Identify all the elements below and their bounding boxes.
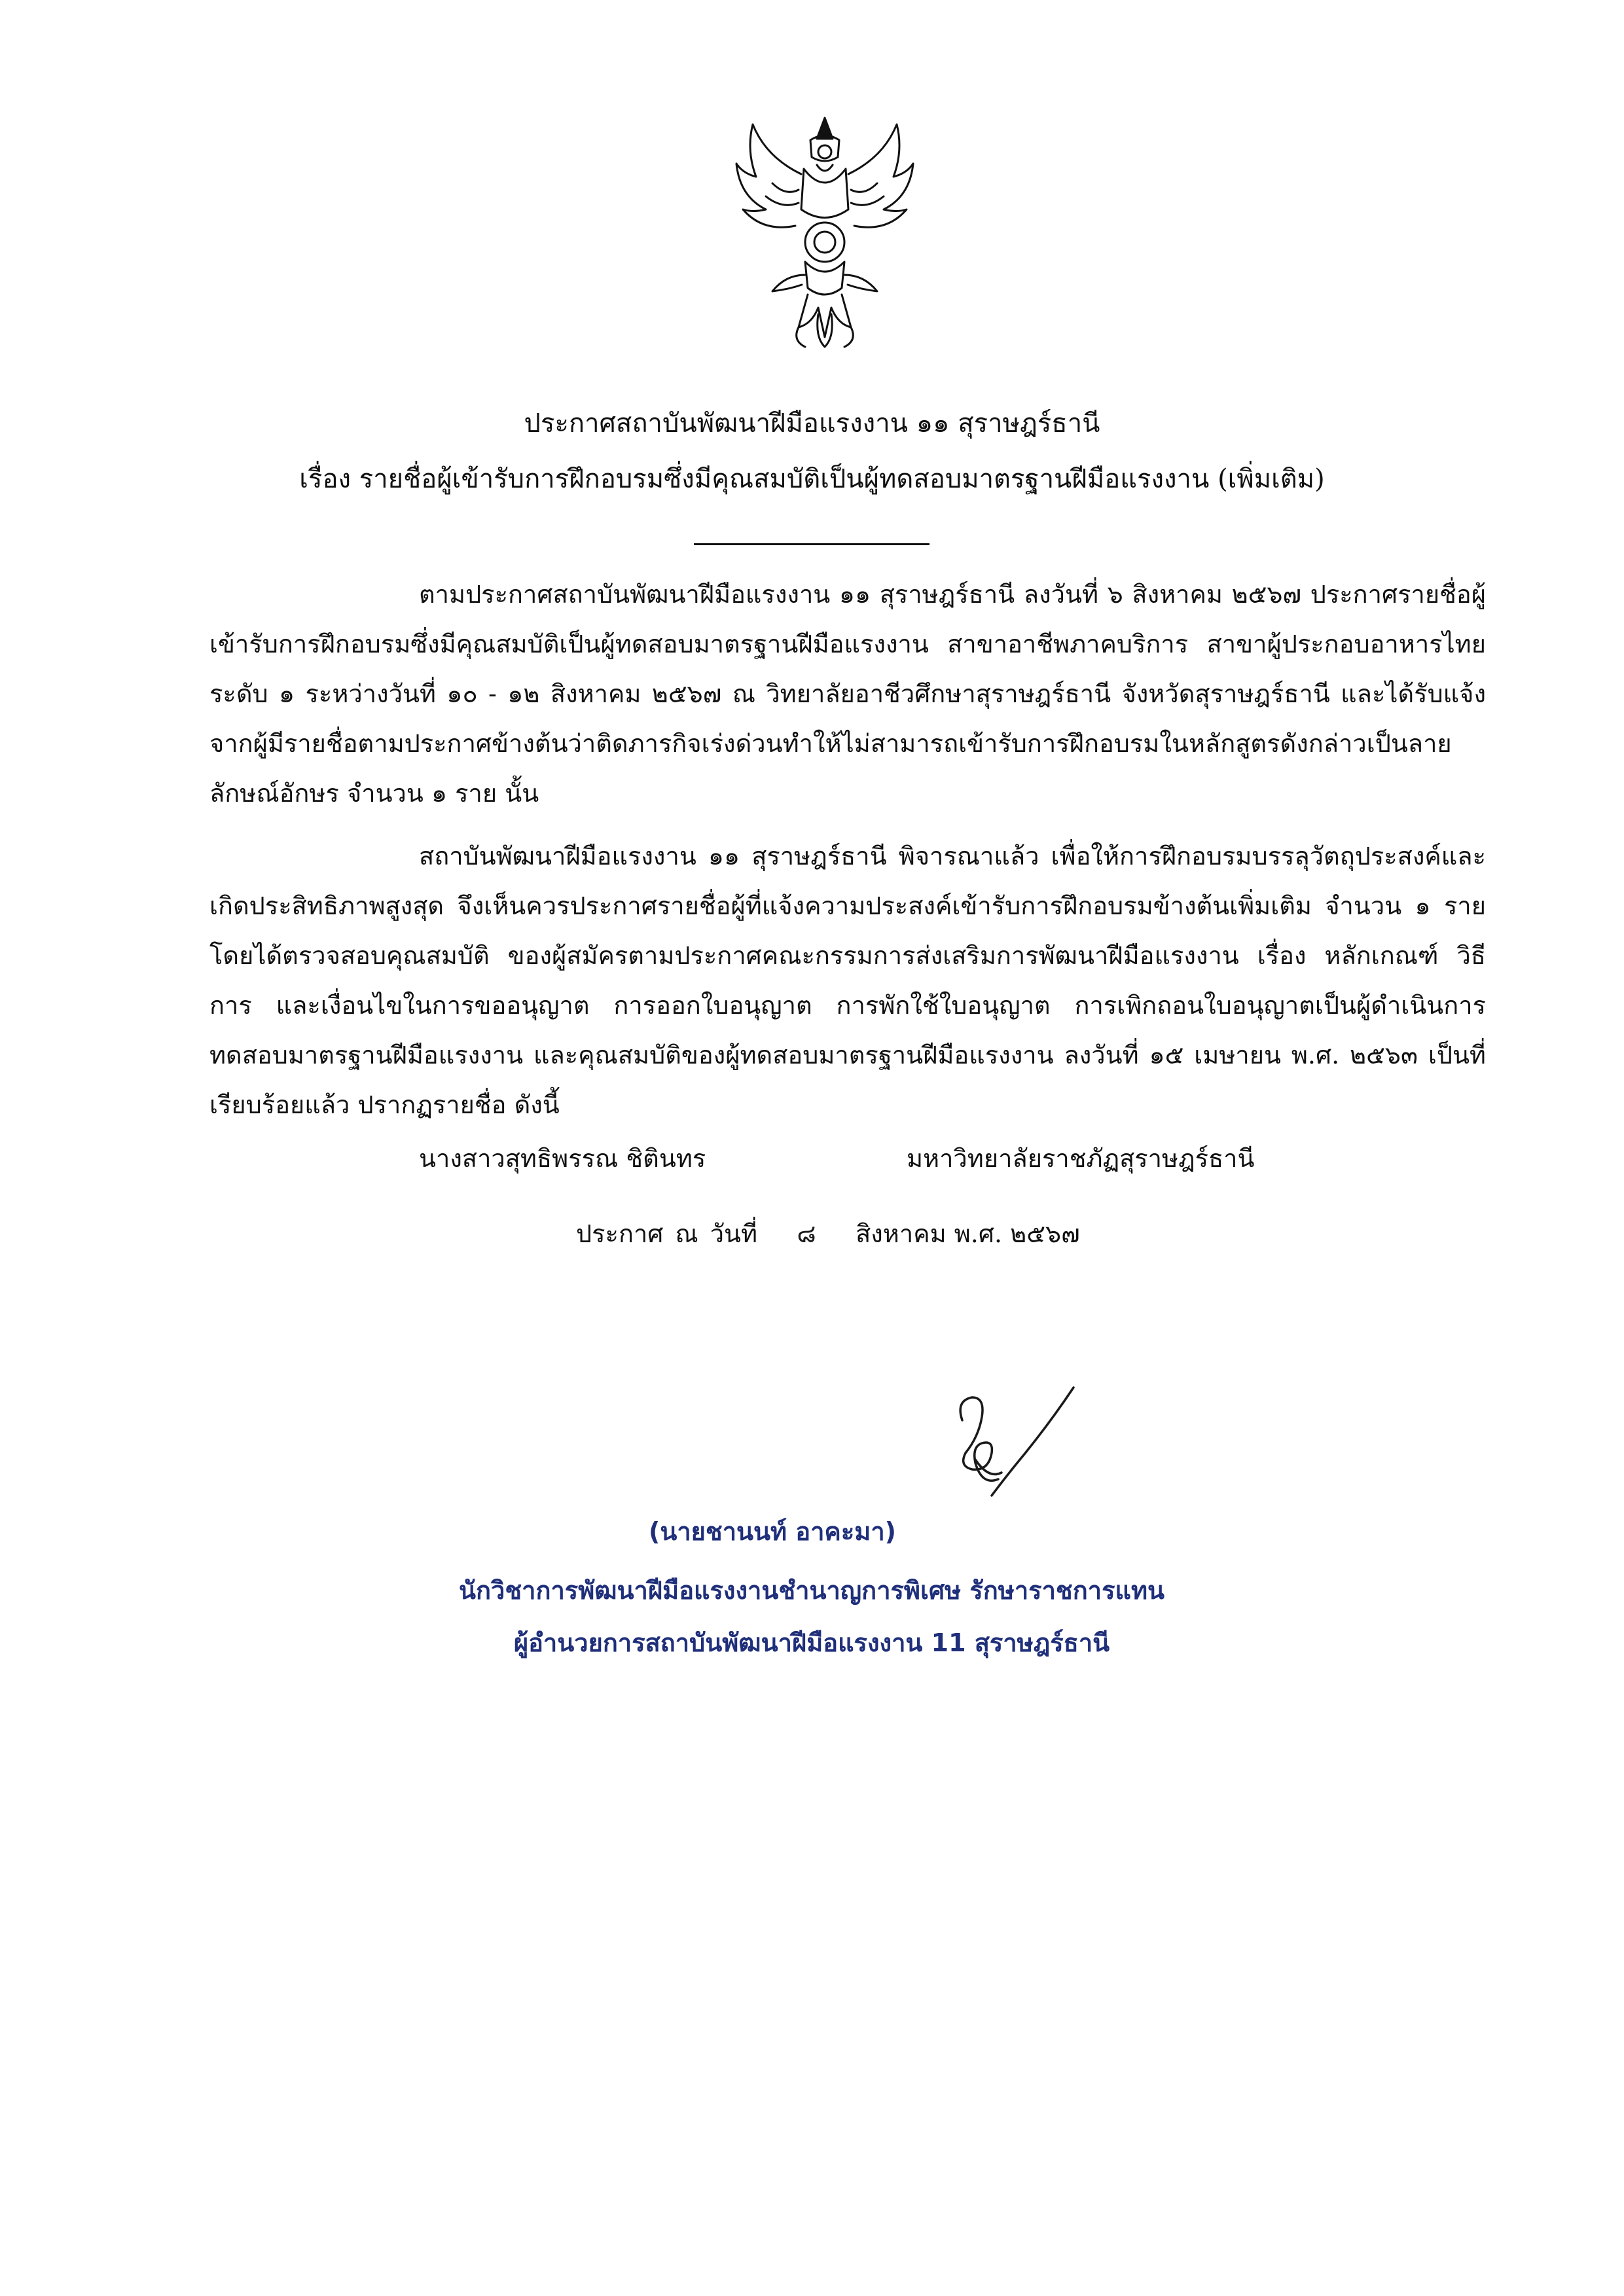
signatory-title: ผู้อำนวยการสถาบันพัฒนาฝีมือแรงงาน 11 สุราษฎร์ธานี — [513, 1628, 1110, 1657]
date-month-year: สิงหาคม พ.ศ. ๒๕๖๗ — [856, 1219, 1080, 1248]
date-at: ณ — [675, 1219, 698, 1248]
date-day: ๘ — [797, 1219, 816, 1248]
date-day-label: วันที่ — [710, 1219, 758, 1248]
listed-person-name: นางสาวสุทธิพรรณ ชิตินทร — [419, 1144, 706, 1173]
signatory-name: (นายชานนท์ อาคะมา) — [648, 1517, 897, 1546]
announcement-date — [576, 1214, 1080, 1253]
announcement-title: ประกาศสถาบันพัฒนาฝีมือแรงงาน ๑๑ สุราษฎร์ธานี — [524, 408, 1100, 439]
announcement-subject: เรื่อง รายชื่อผู้เข้ารับการฝึกอบรมซึ่งมีคุณสมบัติเป็นผู้ทดสอบมาตรฐานฝีมือแรงงาน (เพิ่มเติม) — [299, 464, 1325, 494]
listed-person-organization: มหาวิทยาลัยราชภัฏสุราษฎร์ธานี — [907, 1144, 1255, 1173]
date-prefix: ประกาศ — [576, 1219, 664, 1248]
body-paragraph-2: สถาบันพัฒนาฝีมือแรงงาน ๑๑ สุราษฎร์ธานี พิจารณาแล้ว เพื่อให้การฝึกอบรมบรรลุวัตถุประสงค์และเกิดประสิทธิภาพสูงสุด จึงเห็นควรประกาศรายชื่อผู้ที่แจ้งความประสงค์เข้ารับการฝึกอบรมข้างต้นเพิ่มเติม จำนวน ๑ ราย โดยได้ตรวจสอบคุณสมบัติ ของผู้สมัครตามประกาศคณะกรรมการส่งเสริมการพัฒนาฝีมือแรงงาน เรื่อง หลักเกณฑ์ วิธีการ และเงื่อนไขในการขออนุญาต การออกใบอนุญาต การพักใช้ใบอนุญาต การเพิกถอนใบอนุญาตเป็นผู้ดำเนินการทดสอบมาตรฐานฝีมือแรงงาน และคุณสมบัติของผู้ทดสอบมาตรฐานฝีมือแรงงาน ลงวันที่ ๑๕ เมษายน พ.ศ. ๒๕๖๓ เป็นที่เรียบร้อยแล้ว ปรากฏรายชื่อ ดังนี้ — [209, 842, 1486, 1119]
garuda-emblem-icon — [727, 111, 923, 353]
title-divider — [694, 543, 929, 545]
signatory-position: นักวิชาการพัฒนาฝีมือแรงงานชำนาญการพิเศษ รักษาราชการแทน — [459, 1576, 1164, 1605]
body-paragraph-1: ตามประกาศสถาบันพัฒนาฝีมือแรงงาน ๑๑ สุราษฎร์ธานี ลงวันที่ ๖ สิงหาคม ๒๕๖๗ ประกาศรายชื่อผู้เข้ารับการฝึกอบรมซึ่งมีคุณสมบัติเป็นผู้ทดสอบมาตรฐานฝีมือแรงงาน สาขาอาชีพภาคบริการ สาขาผู้ประกอบอาหารไทย ระดับ ๑ ระหว่างวันที่ ๑๐ - ๑๒ สิงหาคม ๒๕๖๗ ณ วิทยาลัยอาชีวศึกษาสุราษฎร์ธานี จังหวัดสุราษฎร์ธานี และได้รับแจ้งจากผู้มีรายชื่อตามประกาศข้างต้นว่าติดภารกิจเร่งด่วนทำให้ไม่สามารถเข้ารับการฝึกอบรมในหลักสูตรดังกล่าวเป็นลายลักษณ์อักษร จำนวน ๑ ราย นั้น — [209, 580, 1486, 808]
